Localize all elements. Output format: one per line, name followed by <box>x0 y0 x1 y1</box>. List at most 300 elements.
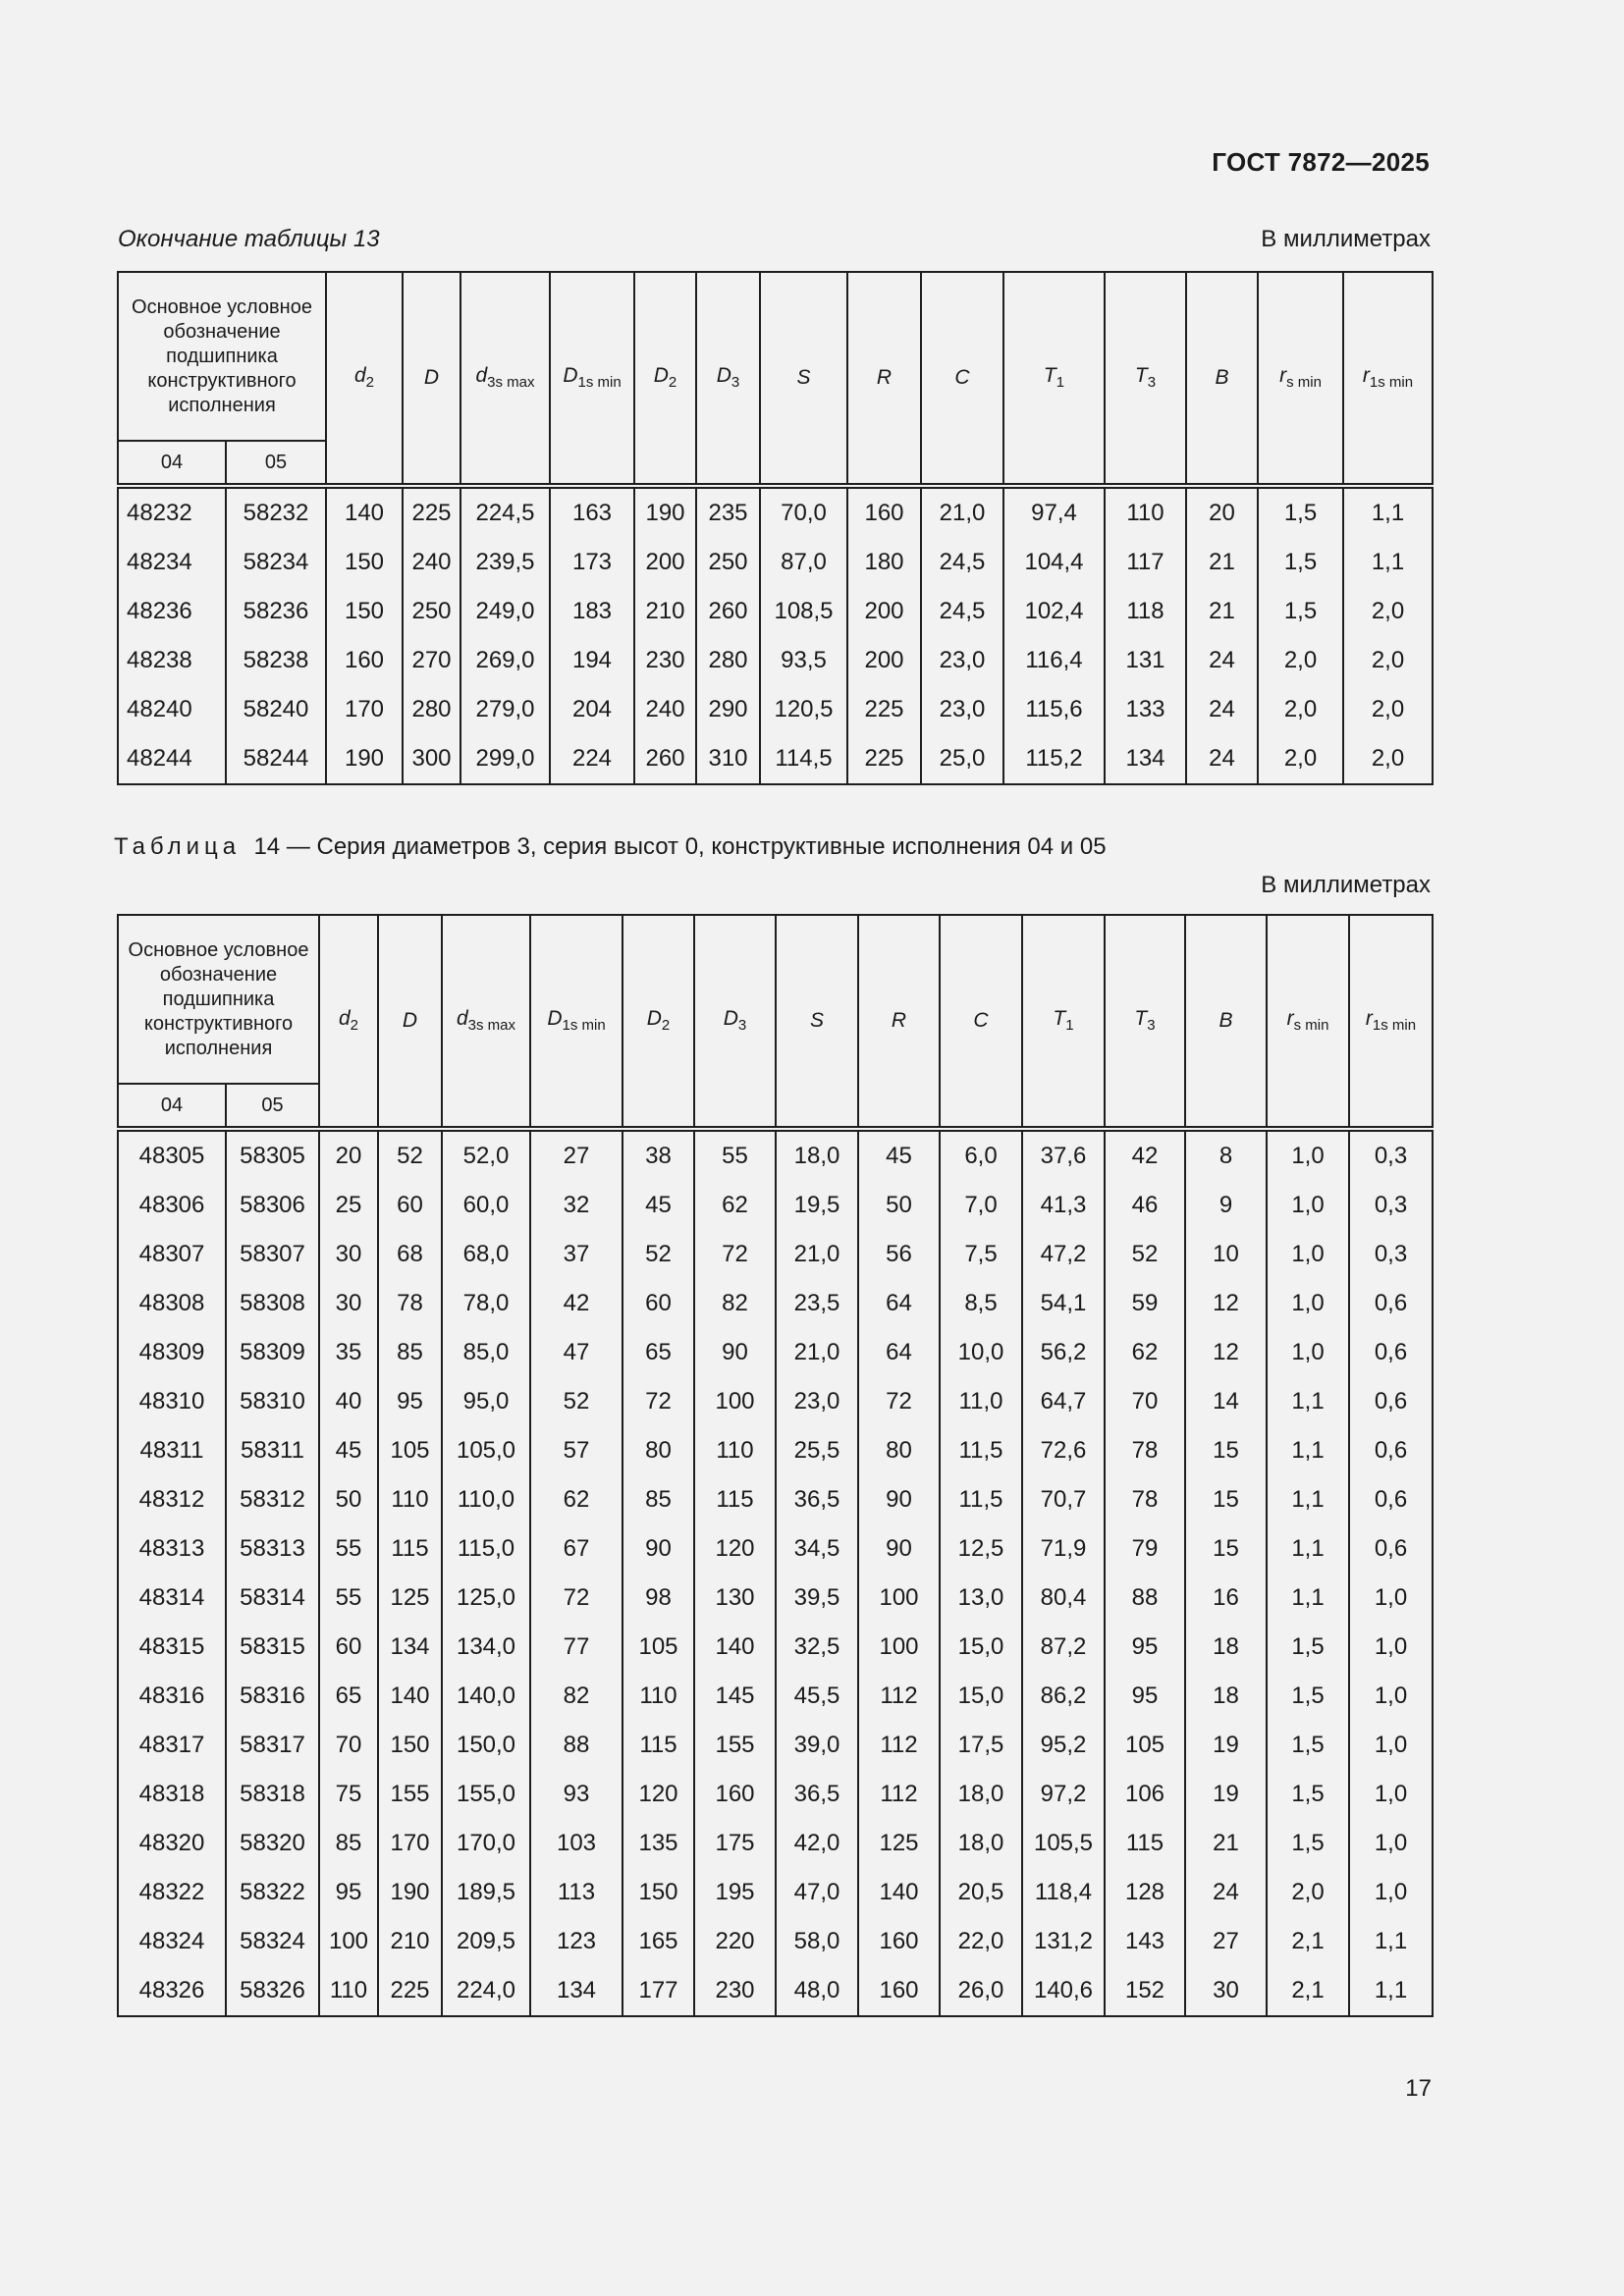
table-cell: 58,0 <box>776 1917 858 1966</box>
table14-units: В миллиметрах <box>1261 872 1431 898</box>
table-cell: 105,0 <box>442 1426 530 1475</box>
table-cell: 15 <box>1185 1426 1267 1475</box>
table-cell: 1,1 <box>1349 1966 1433 2016</box>
table-cell: 160 <box>858 1966 940 2016</box>
table-cell: 58326 <box>226 1966 319 2016</box>
table-row <box>118 1181 1433 1230</box>
table-cell: 155 <box>378 1770 442 1819</box>
table-cell: 78,0 <box>442 1279 530 1328</box>
table-cell: 190 <box>634 486 696 538</box>
table-cell: 24 <box>1186 685 1258 734</box>
table-cell: 54,1 <box>1022 1279 1105 1328</box>
table-row <box>118 1721 1433 1770</box>
table-cell: 58236 <box>226 587 326 636</box>
table-cell: 27 <box>530 1129 623 1181</box>
table-cell: 104,4 <box>1003 538 1105 587</box>
table-cell: 25 <box>319 1181 378 1230</box>
table-cell: 39,5 <box>776 1574 858 1623</box>
table-cell: 72 <box>623 1377 694 1426</box>
table-row <box>118 1524 1433 1574</box>
table-cell: 7,5 <box>940 1230 1022 1279</box>
table-row <box>118 636 1433 685</box>
table-cell: 90 <box>858 1524 940 1574</box>
table-cell: 59 <box>1105 1279 1185 1328</box>
table-row <box>118 1279 1433 1328</box>
column-header-13: $r_{1s min}$ <box>1343 272 1433 486</box>
table-cell: 70,0 <box>760 486 847 538</box>
table-cell: 55 <box>694 1129 776 1181</box>
table-cell: 105 <box>378 1426 442 1475</box>
table-cell: 145 <box>694 1672 776 1721</box>
column-header-2: $d_{3s max}$ <box>460 272 550 486</box>
table-cell: 11,0 <box>940 1377 1022 1426</box>
table-cell: 38 <box>623 1129 694 1181</box>
table-cell: 22,0 <box>940 1917 1022 1966</box>
table-cell: 1,1 <box>1267 1475 1349 1524</box>
table-cell: 56 <box>858 1230 940 1279</box>
table-cell: 52 <box>623 1230 694 1279</box>
table-cell: 177 <box>623 1966 694 2016</box>
table-cell: 200 <box>847 636 921 685</box>
table-cell: 10,0 <box>940 1328 1022 1377</box>
table-cell: 125 <box>858 1819 940 1868</box>
table13-caption: Окончание таблицы 13 <box>118 226 380 252</box>
sub-header-04: 04 <box>118 441 226 486</box>
table14-title <box>114 833 1107 861</box>
table-cell: 118 <box>1105 587 1186 636</box>
table-cell: 48312 <box>118 1475 226 1524</box>
table-cell: 87,0 <box>760 538 847 587</box>
table-cell: 120 <box>694 1524 776 1574</box>
table-cell: 299,0 <box>460 734 550 784</box>
table-cell: 48308 <box>118 1279 226 1328</box>
table-cell: 165 <box>623 1917 694 1966</box>
table-cell: 0,6 <box>1349 1328 1433 1377</box>
table-cell: 30 <box>319 1230 378 1279</box>
table-cell: 0,6 <box>1349 1377 1433 1426</box>
table-cell: 32,5 <box>776 1623 858 1672</box>
table-cell: 23,0 <box>921 685 1003 734</box>
table-cell: 64 <box>858 1279 940 1328</box>
table-cell: 134 <box>1105 734 1186 784</box>
table-cell: 225 <box>847 685 921 734</box>
table-cell: 235 <box>696 486 760 538</box>
table-cell: 52 <box>378 1129 442 1181</box>
table-cell: 58309 <box>226 1328 319 1377</box>
table-cell: 24 <box>1185 1868 1267 1917</box>
table-cell: 1,1 <box>1343 486 1433 538</box>
table-cell: 85,0 <box>442 1328 530 1377</box>
table-cell: 2,0 <box>1258 685 1343 734</box>
table-cell: 152 <box>1105 1966 1185 2016</box>
table-cell: 1,0 <box>1349 1574 1433 1623</box>
table-cell: 115,6 <box>1003 685 1105 734</box>
table-row <box>118 1966 1433 2016</box>
table-cell: 105 <box>1105 1721 1185 1770</box>
table-cell: 163 <box>550 486 634 538</box>
table-cell: 209,5 <box>442 1917 530 1966</box>
table-row <box>118 486 1433 538</box>
table-row <box>118 538 1433 587</box>
table-cell: 0,6 <box>1349 1279 1433 1328</box>
table-cell: 79 <box>1105 1524 1185 1574</box>
table-cell: 52 <box>1105 1230 1185 1279</box>
table-cell: 150 <box>326 538 403 587</box>
table-cell: 20 <box>1186 486 1258 538</box>
table-cell: 6,0 <box>940 1129 1022 1181</box>
table-cell: 225 <box>847 734 921 784</box>
table-cell: 110 <box>623 1672 694 1721</box>
table-cell: 15,0 <box>940 1672 1022 1721</box>
table-cell: 55 <box>319 1574 378 1623</box>
table-row <box>118 685 1433 734</box>
table-cell: 58244 <box>226 734 326 784</box>
table-cell: 62 <box>694 1181 776 1230</box>
table-cell: 48,0 <box>776 1966 858 2016</box>
table-cell: 1,5 <box>1267 1623 1349 1672</box>
table-cell: 135 <box>623 1819 694 1868</box>
table-cell: 130 <box>694 1574 776 1623</box>
table-cell: 48322 <box>118 1868 226 1917</box>
table-cell: 48240 <box>118 685 226 734</box>
table-cell: 115,2 <box>1003 734 1105 784</box>
table-cell: 112 <box>858 1672 940 1721</box>
table-cell: 134,0 <box>442 1623 530 1672</box>
table-cell: 58308 <box>226 1279 319 1328</box>
table-cell: 8 <box>1185 1129 1267 1181</box>
table-row <box>118 1426 1433 1475</box>
table-cell: 24,5 <box>921 538 1003 587</box>
sub-header-05: 05 <box>226 1084 319 1129</box>
designation-header: Основное условное обозначение подшипника конструктивного исполнения <box>118 915 319 1084</box>
table-cell: 12 <box>1185 1279 1267 1328</box>
table-cell: 240 <box>634 685 696 734</box>
table-cell: 58311 <box>226 1426 319 1475</box>
table-cell: 23,5 <box>776 1279 858 1328</box>
table-cell: 125 <box>378 1574 442 1623</box>
table-cell: 58312 <box>226 1475 319 1524</box>
table-cell: 23,0 <box>921 636 1003 685</box>
column-header-6: S <box>760 272 847 486</box>
sub-header-04: 04 <box>118 1084 226 1129</box>
table-cell: 68,0 <box>442 1230 530 1279</box>
table-cell: 86,2 <box>1022 1672 1105 1721</box>
table-cell: 280 <box>403 685 460 734</box>
table-cell: 50 <box>319 1475 378 1524</box>
table-cell: 133 <box>1105 685 1186 734</box>
table-cell: 60 <box>623 1279 694 1328</box>
table-cell: 16 <box>1185 1574 1267 1623</box>
table-cell: 100 <box>858 1574 940 1623</box>
table-cell: 240 <box>403 538 460 587</box>
table-cell: 78 <box>1105 1475 1185 1524</box>
table-cell: 260 <box>696 587 760 636</box>
table-cell: 1,5 <box>1258 486 1343 538</box>
table-cell: 300 <box>403 734 460 784</box>
table-cell: 42 <box>530 1279 623 1328</box>
table-cell: 21 <box>1186 587 1258 636</box>
table-cell: 19,5 <box>776 1181 858 1230</box>
table-cell: 72 <box>530 1574 623 1623</box>
table-cell: 11,5 <box>940 1426 1022 1475</box>
table-cell: 80 <box>623 1426 694 1475</box>
table-cell: 1,0 <box>1267 1129 1349 1181</box>
column-header-7: R <box>847 272 921 486</box>
table-cell: 1,0 <box>1267 1230 1349 1279</box>
table-cell: 64,7 <box>1022 1377 1105 1426</box>
table-cell: 150 <box>326 587 403 636</box>
column-header-0: $d_2$ <box>326 272 403 486</box>
table-cell: 140 <box>326 486 403 538</box>
table-cell: 48234 <box>118 538 226 587</box>
table-cell: 42,0 <box>776 1819 858 1868</box>
table13-caption-row <box>118 226 1431 253</box>
table-cell: 97,2 <box>1022 1770 1105 1819</box>
table-cell: 18 <box>1185 1623 1267 1672</box>
table-cell: 48236 <box>118 587 226 636</box>
table-cell: 1,0 <box>1349 1819 1433 1868</box>
table-cell: 82 <box>530 1672 623 1721</box>
table-cell: 70,7 <box>1022 1475 1105 1524</box>
table-cell: 18,0 <box>940 1770 1022 1819</box>
table-cell: 194 <box>550 636 634 685</box>
table-cell: 112 <box>858 1770 940 1819</box>
table-cell: 140 <box>378 1672 442 1721</box>
column-header-9: $T_1$ <box>1003 272 1105 486</box>
table-cell: 150 <box>378 1721 442 1770</box>
table-cell: 58315 <box>226 1623 319 1672</box>
table-cell: 58318 <box>226 1770 319 1819</box>
table-cell: 128 <box>1105 1868 1185 1917</box>
table-cell: 21,0 <box>921 486 1003 538</box>
table-cell: 98 <box>623 1574 694 1623</box>
table-row <box>118 1328 1433 1377</box>
table-cell: 47,2 <box>1022 1230 1105 1279</box>
table-cell: 15 <box>1185 1524 1267 1574</box>
table-cell: 48317 <box>118 1721 226 1770</box>
table-cell: 21,0 <box>776 1230 858 1279</box>
table-cell: 71,9 <box>1022 1524 1105 1574</box>
table-cell: 39,0 <box>776 1721 858 1770</box>
sub-header-05: 05 <box>226 441 326 486</box>
table-cell: 170,0 <box>442 1819 530 1868</box>
table-cell: 7,0 <box>940 1181 1022 1230</box>
table-cell: 48314 <box>118 1574 226 1623</box>
table-cell: 48315 <box>118 1623 226 1672</box>
table-cell: 56,2 <box>1022 1328 1105 1377</box>
table-cell: 290 <box>696 685 760 734</box>
table-cell: 57 <box>530 1426 623 1475</box>
table-cell: 15 <box>1185 1475 1267 1524</box>
table-cell: 37,6 <box>1022 1129 1105 1181</box>
table-row <box>118 1377 1433 1426</box>
column-header-6: S <box>776 915 858 1129</box>
table-cell: 2,0 <box>1267 1868 1349 1917</box>
table-cell: 32 <box>530 1181 623 1230</box>
table-cell: 2,0 <box>1258 636 1343 685</box>
table-cell: 105,5 <box>1022 1819 1105 1868</box>
table-cell: 2,1 <box>1267 1917 1349 1966</box>
table-cell: 97,4 <box>1003 486 1105 538</box>
table-cell: 11,5 <box>940 1475 1022 1524</box>
table-cell: 52 <box>530 1377 623 1426</box>
table-cell: 106 <box>1105 1770 1185 1819</box>
table-cell: 21,0 <box>776 1328 858 1377</box>
table-cell: 160 <box>326 636 403 685</box>
table-cell: 224 <box>550 734 634 784</box>
table-cell: 117 <box>1105 538 1186 587</box>
table-cell: 48305 <box>118 1129 226 1181</box>
table-cell: 210 <box>378 1917 442 1966</box>
table-cell: 85 <box>319 1819 378 1868</box>
table-cell: 1,5 <box>1267 1672 1349 1721</box>
column-header-8: C <box>940 915 1022 1129</box>
table-cell: 108,5 <box>760 587 847 636</box>
table-cell: 90 <box>623 1524 694 1574</box>
table-cell: 110,0 <box>442 1475 530 1524</box>
table-cell: 58316 <box>226 1672 319 1721</box>
table-cell: 1,5 <box>1258 538 1343 587</box>
page-number: 17 <box>1405 2075 1432 2102</box>
table-cell: 34,5 <box>776 1524 858 1574</box>
table-row <box>118 1917 1433 1966</box>
table-cell: 58317 <box>226 1721 319 1770</box>
table-cell: 230 <box>694 1966 776 2016</box>
table-cell: 68 <box>378 1230 442 1279</box>
table-cell: 8,5 <box>940 1279 1022 1328</box>
table-cell: 95 <box>1105 1672 1185 1721</box>
table-cell: 15,0 <box>940 1623 1022 1672</box>
table-cell: 1,1 <box>1343 538 1433 587</box>
table-cell: 45 <box>858 1129 940 1181</box>
table-cell: 224,5 <box>460 486 550 538</box>
table-cell: 102,4 <box>1003 587 1105 636</box>
table-cell: 58320 <box>226 1819 319 1868</box>
table-cell: 30 <box>1185 1966 1267 2016</box>
table-cell: 100 <box>319 1917 378 1966</box>
table-cell: 48326 <box>118 1966 226 2016</box>
table-cell: 93 <box>530 1770 623 1819</box>
table-cell: 175 <box>694 1819 776 1868</box>
table-cell: 140 <box>858 1868 940 1917</box>
table-cell: 115 <box>694 1475 776 1524</box>
table-cell: 48244 <box>118 734 226 784</box>
column-header-10: $T_3$ <box>1105 272 1186 486</box>
column-header-1: D <box>378 915 442 1129</box>
table-cell: 46 <box>1105 1181 1185 1230</box>
table-cell: 24,5 <box>921 587 1003 636</box>
column-header-3: $D_{1s min}$ <box>550 272 634 486</box>
table-cell: 200 <box>847 587 921 636</box>
table14-title-word: Таблица <box>114 833 242 860</box>
table-cell: 105 <box>623 1623 694 1672</box>
table-cell: 224,0 <box>442 1966 530 2016</box>
table-cell: 110 <box>694 1426 776 1475</box>
table-cell: 113 <box>530 1868 623 1917</box>
table-cell: 80,4 <box>1022 1574 1105 1623</box>
table-cell: 116,4 <box>1003 636 1105 685</box>
table-cell: 115 <box>1105 1819 1185 1868</box>
table-cell: 150 <box>623 1868 694 1917</box>
table-cell: 60 <box>319 1623 378 1672</box>
table-cell: 270 <box>403 636 460 685</box>
table-cell: 95,2 <box>1022 1721 1105 1770</box>
table-row <box>118 1230 1433 1279</box>
table-cell: 200 <box>634 538 696 587</box>
table-cell: 1,0 <box>1267 1181 1349 1230</box>
column-header-12: $r_{s min}$ <box>1267 915 1349 1129</box>
table-cell: 1,0 <box>1349 1623 1433 1672</box>
designation-header: Основное условное обозначение подшипника конструктивного исполнения <box>118 272 326 441</box>
table-cell: 0,3 <box>1349 1129 1433 1181</box>
table-cell: 72,6 <box>1022 1426 1105 1475</box>
table-cell: 134 <box>378 1623 442 1672</box>
table-cell: 45 <box>319 1426 378 1475</box>
table-cell: 25,0 <box>921 734 1003 784</box>
table-cell: 19 <box>1185 1770 1267 1819</box>
table-cell: 18,0 <box>776 1129 858 1181</box>
table-cell: 225 <box>403 486 460 538</box>
table-cell: 100 <box>858 1623 940 1672</box>
table-cell: 131,2 <box>1022 1917 1105 1966</box>
table-cell: 48313 <box>118 1524 226 1574</box>
table-cell: 48307 <box>118 1230 226 1279</box>
table-cell: 110 <box>1105 486 1186 538</box>
table-cell: 48316 <box>118 1672 226 1721</box>
standard-code: ГОСТ 7872—2025 <box>1212 147 1430 177</box>
table-cell: 70 <box>319 1721 378 1770</box>
column-header-4: $D_2$ <box>623 915 694 1129</box>
table14-title-text: 14 — Серия диаметров 3, серия высот 0, конструктивные исполнения 04 и 05 <box>253 833 1107 860</box>
table-cell: 58314 <box>226 1574 319 1623</box>
table-cell: 13,0 <box>940 1574 1022 1623</box>
table-cell: 160 <box>858 1917 940 1966</box>
table-cell: 190 <box>378 1868 442 1917</box>
table-cell: 55 <box>319 1524 378 1574</box>
table-cell: 58307 <box>226 1230 319 1279</box>
table-cell: 204 <box>550 685 634 734</box>
table-cell: 48324 <box>118 1917 226 1966</box>
table-cell: 18,0 <box>940 1819 1022 1868</box>
table13-units: В миллиметрах <box>1261 226 1431 252</box>
table-cell: 2,0 <box>1343 636 1433 685</box>
table-cell: 1,0 <box>1267 1328 1349 1377</box>
table-cell: 80 <box>858 1426 940 1475</box>
table-cell: 88 <box>530 1721 623 1770</box>
table-cell: 1,1 <box>1267 1426 1349 1475</box>
table-cell: 20 <box>319 1129 378 1181</box>
table-cell: 134 <box>530 1966 623 2016</box>
table-cell: 189,5 <box>442 1868 530 1917</box>
table-cell: 112 <box>858 1721 940 1770</box>
table-cell: 88 <box>1105 1574 1185 1623</box>
table-cell: 78 <box>1105 1426 1185 1475</box>
table-cell: 48238 <box>118 636 226 685</box>
column-header-0: $d_2$ <box>319 915 378 1129</box>
table-cell: 52,0 <box>442 1129 530 1181</box>
table-cell: 36,5 <box>776 1770 858 1819</box>
table-cell: 47 <box>530 1328 623 1377</box>
table-cell: 67 <box>530 1524 623 1574</box>
table-cell: 23,0 <box>776 1377 858 1426</box>
table-cell: 95 <box>319 1868 378 1917</box>
table-row <box>118 1868 1433 1917</box>
table-cell: 95 <box>1105 1623 1185 1672</box>
table-cell: 173 <box>550 538 634 587</box>
table-cell: 58232 <box>226 486 326 538</box>
table-cell: 269,0 <box>460 636 550 685</box>
column-header-4: $D_2$ <box>634 272 696 486</box>
